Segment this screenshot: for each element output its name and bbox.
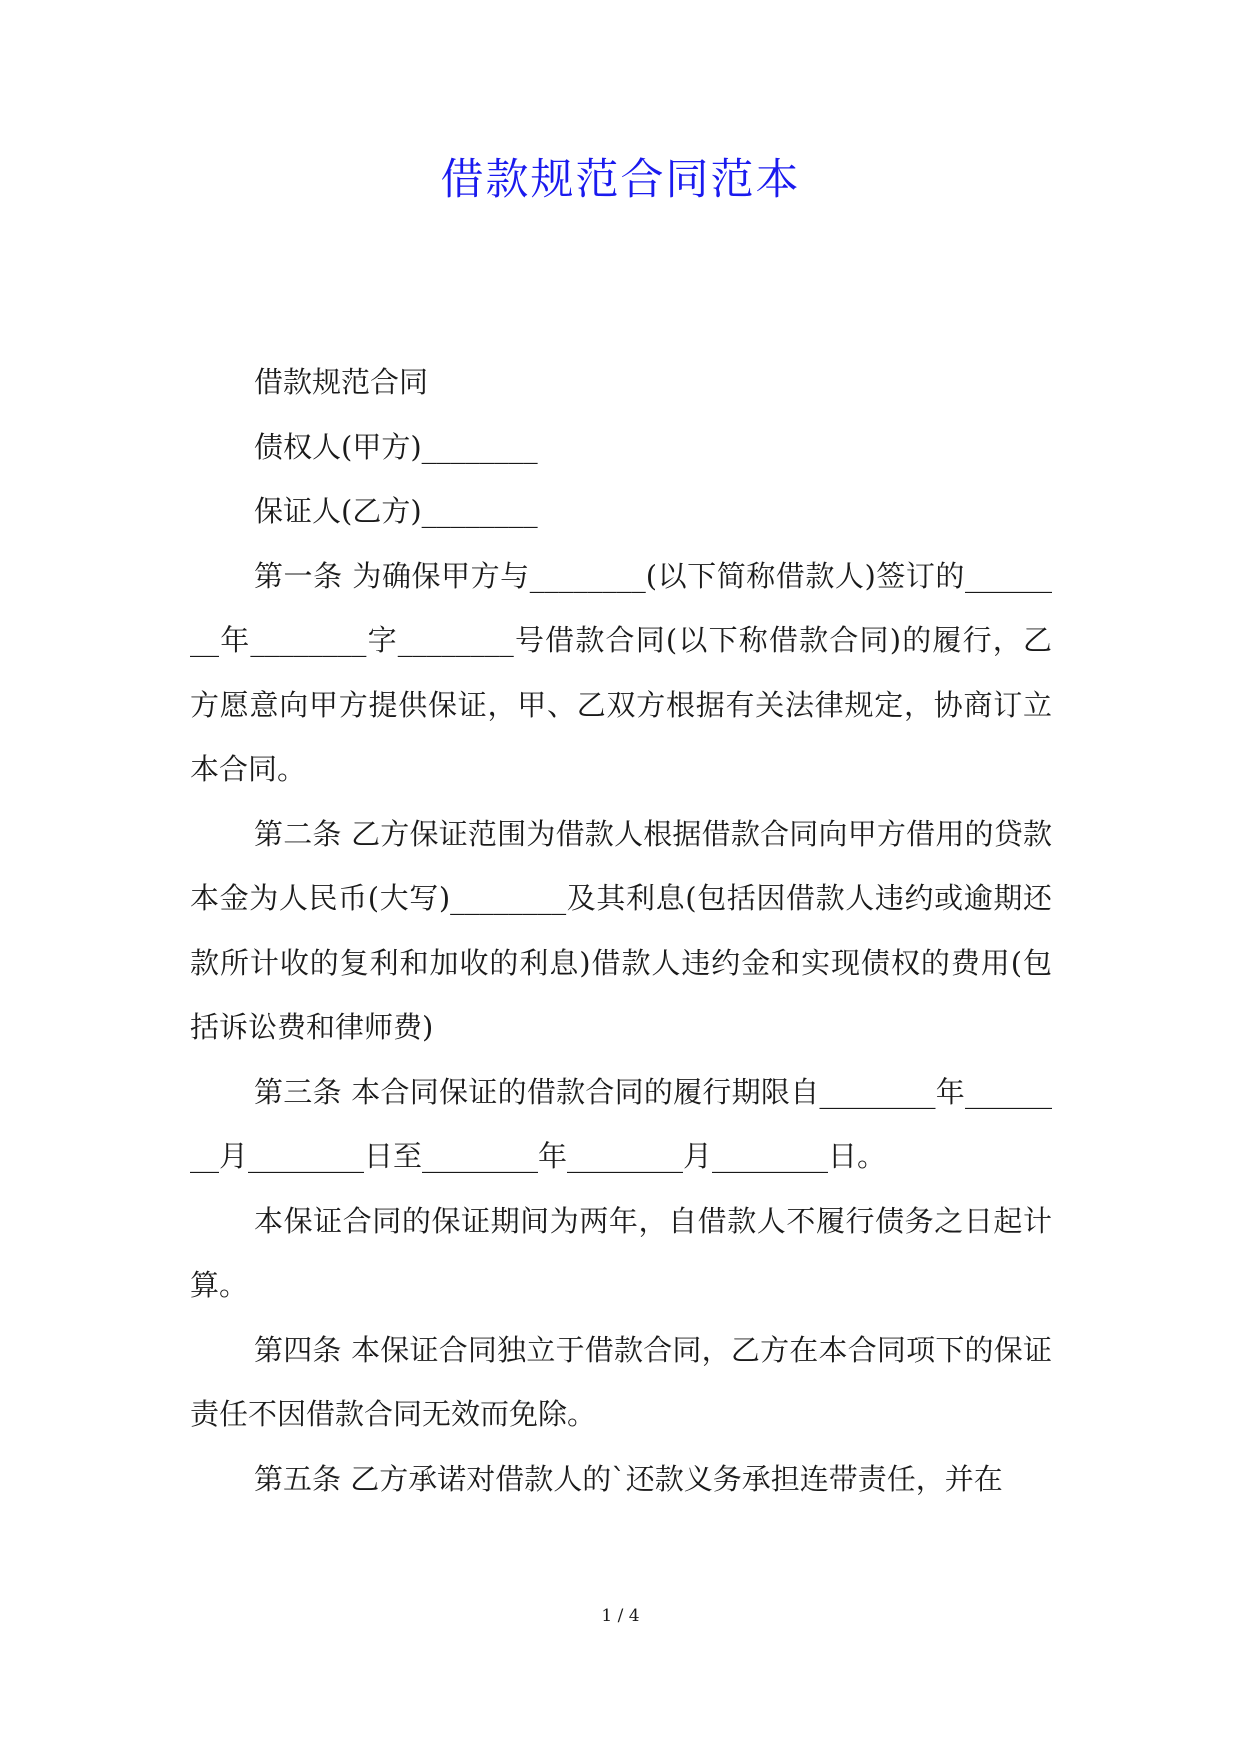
article-3: 第三条 本合同保证的借款合同的履行期限自________年________月________日至________年________月________日。: [190, 1074, 1052, 1173]
article-1: 第一条 为确保甲方与________(以下简称借款人)签订的________年________字________号借款合同(以下称借款合同)的履行，乙方愿意向甲方提供保证，甲、乙双方根据有关法律规定，协商订立本合同。: [190, 558, 1052, 786]
article-2: 第二条 乙方保证范围为借款人根据借款合同向甲方借用的贷款本金为人民币(大写)________及其利息(包括因借款人违约或逾期还款所计收的复利和加收的利息)借款人违约金和实现债权的费用(包括诉讼费和律师费): [190, 816, 1052, 1044]
contract-heading: 借款规范合同: [254, 365, 429, 399]
guarantor-line: 保证人(乙方)________: [254, 494, 538, 528]
document-title: 借款规范合同范本: [440, 155, 801, 205]
page-number: 1 / 4: [601, 1606, 640, 1626]
article-5: 第五条 乙方承诺对借款人的`还款义务承担连带责任，并在: [254, 1461, 1003, 1496]
article-4: 第四条 本保证合同独立于借款合同，乙方在本合同项下的保证责任不因借款合同无效而免除。: [190, 1332, 1052, 1431]
guarantee-period: 本保证合同的保证期间为两年，自借款人不履行债务之日起计算。: [190, 1203, 1052, 1302]
creditor-line: 债权人(甲方)________: [254, 429, 538, 464]
document-body: [190, 350, 1052, 1511]
